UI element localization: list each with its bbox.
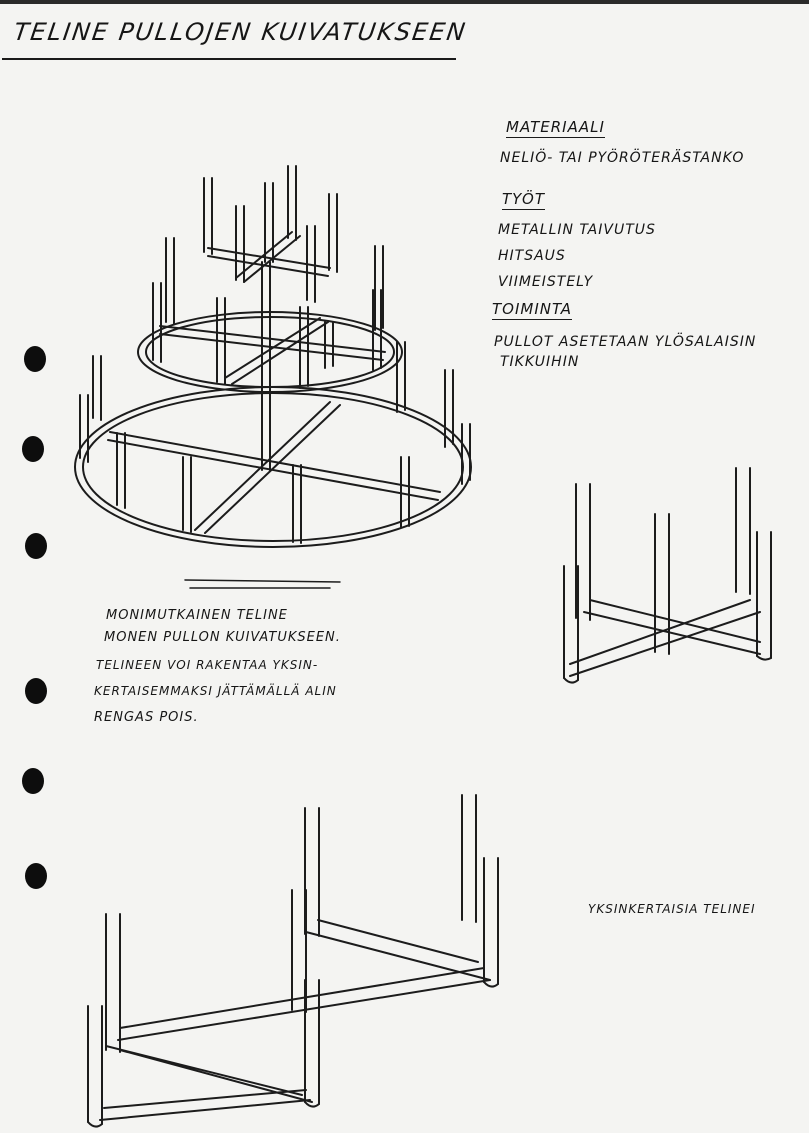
complex-caption-line: RENGAS POIS. <box>94 710 199 725</box>
works-heading: TYÖT <box>502 190 546 208</box>
works-item: METALLIN TAIVUTUS <box>498 222 656 238</box>
function-heading: TOIMINTA <box>492 300 573 318</box>
works-item: VIIMEISTELY <box>498 274 594 290</box>
materials-text: NELIÖ- TAI PYÖRÖTERÄSTANKO <box>500 150 745 166</box>
materials-heading: MATERIAALI <box>506 118 605 136</box>
simple-racks-caption: YKSINKERTAISIA TELINEI <box>588 902 756 916</box>
complex-caption-line: MONIMUTKAINEN TELINE <box>106 608 288 623</box>
function-line: PULLOT ASETETAAN YLÖSALAISIN <box>494 334 757 350</box>
works-item: HITSAUS <box>498 248 566 264</box>
complex-caption-line: MONEN PULLON KUIVATUKSEEN. <box>104 630 341 645</box>
page-title: TELINE PULLOJEN KUIVATUKSEEN <box>12 18 469 46</box>
complex-caption-line: KERTAISEMMAKSI JÄTTÄMÄLLÄ ALIN <box>94 684 337 698</box>
function-line: TIKKUIHIN <box>500 354 580 370</box>
complex-caption-line: TELINEEN VOI RAKENTAA YKSIN- <box>96 658 319 672</box>
